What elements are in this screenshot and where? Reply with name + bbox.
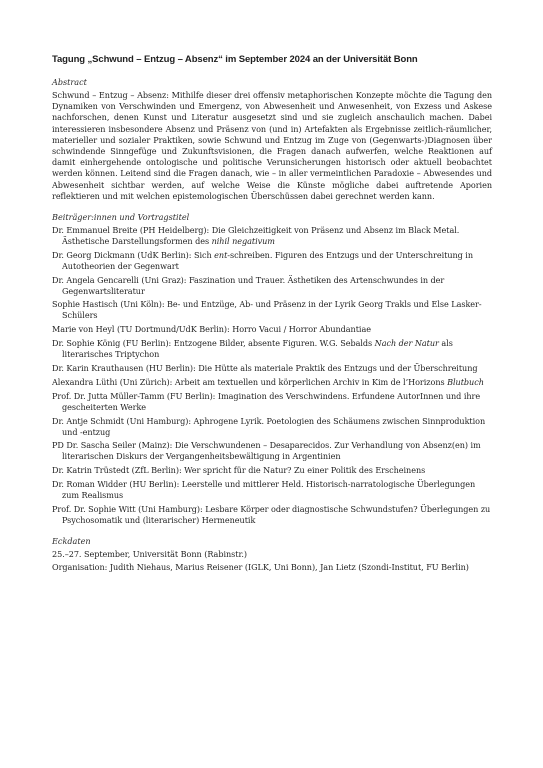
abstract-text: Schwund – Entzug – Absenz: Mithilfe dieser drei offensiv metaphorischen Konzepte möchte die Tagung den Dynamiken von Verschwinden und Emergenz, von Abwesenheit und Anwesenheit, von Exzess und Askese nachforschen, denen Kunst und Literatur ausgesetzt sind und sie zugleich anschaulich machen. Dabei interessieren insbesondere Absenz und Präsenz von (und in) Artefakten als Ergebnisse zeitlich-räumlicher, materieller und sozialer Praktiken, sowie Schwund und Entzug im Zuge von (Gegenwarts-)Diagnosen über schwindende Sinngefüge und Zukunftsvisionen, die Fragen danach aufwerfen, welche Reaktionen auf damit einhergehende ontologische und politische Verunsicherungen historisch oder aktuell beobachtet werden können. Leitend sind die Fragen danach, wie – in aller vermeintlichen Paradoxie – Abwesendes und Abwesenheit sichtbar werden, auf welche Weise die Künste mögliche dabei auftretende Aporien reflektieren und mit welchen epistemologischen Überschüssen dabei gerechnet werden kann. [52,90,492,201]
speaker-entry [52,299,492,321]
speaker-entry [52,465,492,476]
speaker-entry [52,416,492,438]
speaker-entry [52,250,492,272]
speaker-list [52,225,492,526]
speaker-italic-title: Nach der Natur [374,338,439,349]
eckdaten-label: Eckdaten [52,535,91,546]
speaker-entry [52,391,492,413]
abstract-label: Abstract [52,77,87,87]
speaker-text: Alexandra Lüthi (Uni Zürich): Arbeit am textuellen und körperlichen Archiv in Kim de l’Horizons [52,376,448,387]
speaker-text: Dr. Angela Gencarelli (Uni Graz): Faszination und Trauer. Ästhetiken des Artenschwundes in der Gegenwartsliteratur [52,274,445,296]
speaker-entry [52,275,492,297]
speaker-text: Dr. Katrin Trüstedt (ZfL Berlin): Wer spricht für die Natur? Zu einer Politik des Erscheinens [52,465,426,476]
speaker-entry [52,338,492,360]
speaker-entry [52,377,492,388]
speaker-text: Marie von Heyl (TU Dortmund/UdK Berlin): Horro Vacui / Horror Abundantiae [52,324,371,335]
document-title: Tagung „Schwund – Entzug – Absenz“ im September 2024 an der Universität Bonn [52,54,418,65]
speaker-entry [52,363,492,374]
event-organisation: Organisation: Judith Niehaus, Marius Reisener (IGLK, Uni Bonn), Jan Lietz (Szondi-Institut, FU Berlin) [52,561,469,572]
speaker-entry [52,440,492,462]
speaker-text: Dr. Antje Schmidt (Uni Hamburg): Aphrogene Lyrik. Poetologien des Schäumens zwischen Sinnproduktion und -entzug [52,415,486,437]
event-date-place: 25.–27. September, Universität Bonn (Rabinstr.) [52,548,248,559]
speaker-text-continued: -schreiben. Figuren des Entzugs und der Unterschreitung in Autotheorien der Gegenwart [62,249,474,271]
speaker-entry [52,225,492,247]
speaker-italic-title: ent [214,249,228,260]
speaker-entry [52,504,492,526]
speaker-text: Prof. Dr. Sophie Witt (Uni Hamburg): Lesbare Körper oder diagnostische Schwundstufen? Überlegungen zu Psychosomatik und (literarischer) Hermeneutik [52,503,491,525]
speaker-italic-title: nihil negativum [211,235,275,246]
speaker-text: Prof. Dr. Jutta Müller-Tamm (FU Berlin): Imagination des Verschwindens. Erfundene AutorInnen und ihre gescheiterten Werke [52,390,481,412]
speaker-text: Dr. Emmanuel Breite (PH Heidelberg): Die Gleichzeitigkeit von Präsenz und Absenz im Black Metal. Ästhetische Darstellungsformen des [52,225,460,246]
speaker-text: PD Dr. Sascha Seiler (Mainz): Die Verschwundenen – Desaparecidos. Zur Verhandlung von Absenz(en) im literarischen Diskurs der Vergangenheitsbewältigung in Argentinien [52,440,481,462]
speaker-entry [52,324,492,335]
speaker-text: Dr. Georg Dickmann (UdK Berlin): Sich [52,249,215,260]
speaker-italic-title: Blutbuch [447,376,484,387]
speaker-entry [52,479,492,501]
speaker-text-continued: als literarisches Triptychon [62,338,453,360]
speaker-text: Dr. Roman Widder (HU Berlin): Leerstelle und mittlerer Held. Historisch-narratologische Überlegungen zum Realismus [52,479,476,501]
speakers-label: Beiträger:innen und Vortragstitel [52,212,190,223]
document-page [52,54,492,575]
speaker-text: Sophie Hastisch (Uni Köln): Be- und Entzüge, Ab- und Präsenz in der Lyrik Georg Trakls und Else Lasker-Schülers [52,299,482,321]
speaker-text: Dr. Karin Krauthausen (HU Berlin): Die Hütte als materiale Praktik des Entzugs und der Überschreitung [52,363,478,373]
speaker-text: Dr. Sophie König (FU Berlin): Entzogene Bilder, absente Figuren. W.G. Sebalds [52,338,375,349]
